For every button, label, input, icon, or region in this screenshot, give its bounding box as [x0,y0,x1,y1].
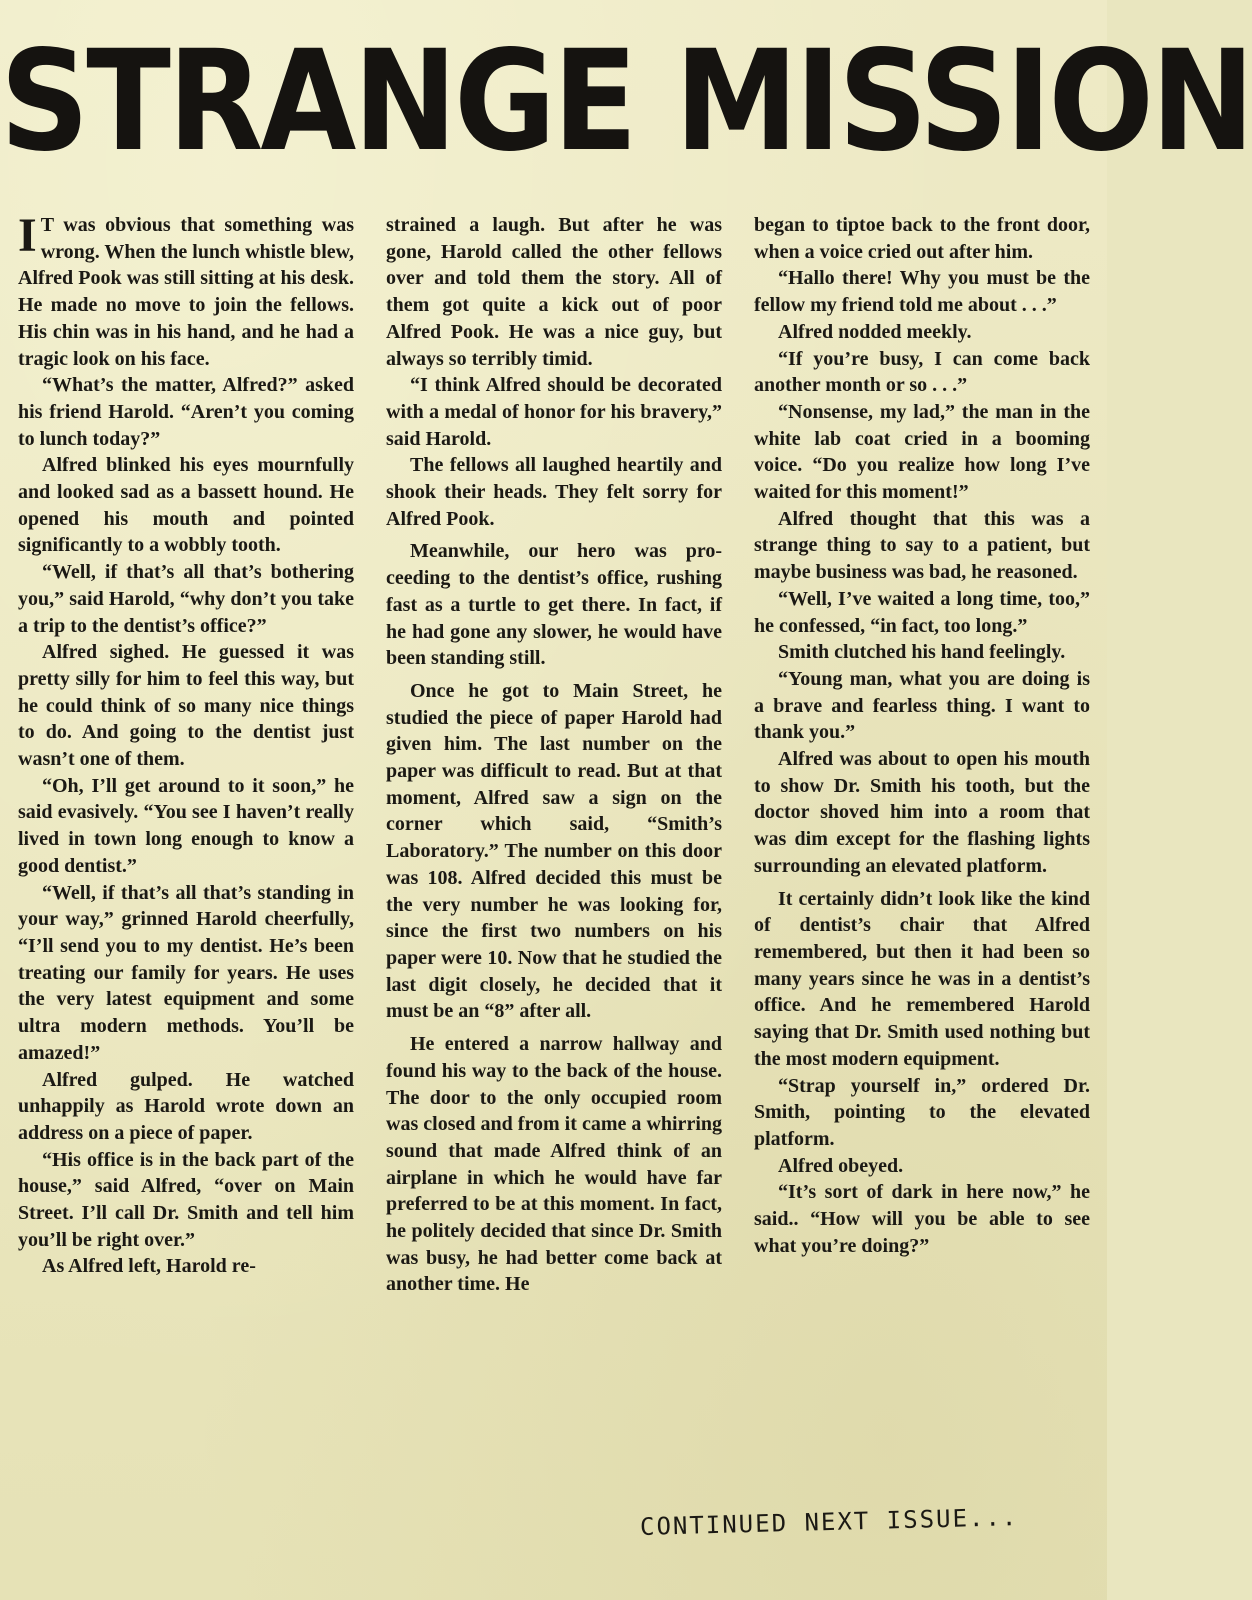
paragraph: strained a laugh. But after he was gone, Harold called the other fellows over and told them the story. All of them got quite a kick out of poor Alfred Pook. He was a nice guy, but always so terribly timid. [386,214,722,370]
paragraph: “His office is in the back part of the house,” said Alfred, “over on Main Street. I’ll call Dr. Smith and tell him you’ll be right over.” [18,1148,354,1251]
paragraph: “Well, I’ve waited a long time, too,” he confessed, “in fact, too long.” [754,587,1090,637]
paragraph: “If you’re busy, I can come back another month or so . . .” [754,347,1090,397]
paragraph: “Well, if that’s all that’s bothering you,” said Harold, “why don’t you take a trip to the dentist’s office?” [18,561,354,637]
paragraph: Alfred thought that this was a strange thing to say to a patient, but maybe business was bad, he reasoned. [754,507,1090,584]
paragraph: Alfred nodded meekly. [778,320,972,343]
story-title: STRANGE MISSION [0,21,1252,183]
paragraph: Alfred obeyed. [778,1154,904,1177]
paragraph-text: T was obvious that something was wrong. When the lunch whistle blew, Alfred Pook was still sitting at his desk. He made no move to join the fellows. His chin was in his hand, and he had a tragic look on his face. [18,214,354,370]
paragraph: “Hallo there! Why you must be the fellow my friend told me about . . .” [754,267,1090,317]
column-3 [754,212,1090,1542]
paragraph: “Well, if that’s all that’s standing in your way,” grinned Harold cheerfully, “I’ll send you to my dentist. He’s been treating our family for years. He uses the very latest equipment and some ultra modern methods. You’ll be amazed!” [18,881,354,1064]
paragraph: “Young man, what you are doing is a brave and fearless thing. I want to thank you.” [754,667,1090,744]
paragraph: Alfred sighed. He guessed it was pretty silly for him to feel this way, but he could think of so many nice things to do. And going to the dentist just wasn’t one of them. [18,641,354,771]
paragraph: “Strap yourself in,” ordered Dr. Smith, pointing to the elevated platform. [754,1074,1090,1150]
paragraph: Meanwhile, our hero was proceeding to the dentist’s office, rushing fast as a turtle to get there. In fact, if he had gone any slower, he would have been standing still. [386,540,722,670]
drop-cap: I [18,209,37,262]
paragraph: “I think Alfred should be decorated with a medal of honor for his bravery,” said Harold. [386,374,722,450]
story-columns [18,209,1090,1542]
paragraph: “It’s sort of dark in here now,” he said.. “How will you be able to see what you’re doing?” [754,1181,1090,1257]
paragraph: “Nonsense, my lad,” the man in the white lab coat cried in a booming voice. “Do you realize how long I’ve waited for this moment!” [754,400,1090,504]
paragraph: The fellows all laughed heartily and shook their heads. They felt sorry for Alfred Pook. [386,454,722,530]
paragraph: “What’s the matter, Alfred?” asked his friend Harold. “Aren’t you coming to lunch today?” [18,374,354,450]
column-2 [386,212,722,1542]
paragraph [18,209,354,372]
paragraph: Alfred gulped. He watched unhappily as Harold wrote down an address on a piece of paper. [18,1068,354,1144]
paragraph: As Alfred left, Harold re- [42,1255,256,1278]
paragraph: began to tiptoe back to the front door, when a voice cried out after him. [754,214,1090,263]
paragraph: Alfred blinked his eyes mournfully and looked sad as a bassett hound. He opened his mouth and pointed significantly to a wobbly tooth. [18,454,354,557]
paragraph: He entered a narrow hallway and found his way to the back of the house. The door to the only occupied room was closed and from it came a whirring sound that made Alfred think of an airplane in which he would have far preferred to be at this moment. In fact, he politely decided that since Dr. Smith was busy, he had better come back at another time. He [386,1033,722,1296]
paragraph: It certainly didn’t look like the kind of dentist’s chair that Alfred remembered, but then it had been so many years since he was in a dentist’s office. And he remembered Harold saying that Dr. Smith used nothing but the most modern equipment. [754,887,1090,1070]
continued-next-issue: CONTINUED NEXT ISSUE... [639,1503,1019,1541]
column-1 [18,209,354,1542]
paragraph: Smith clutched his hand feelingly. [778,641,1066,664]
paragraph: “Oh, I’ll get around to it soon,” he said evasively. “You see I haven’t really lived in town long enough to know a good dentist.” [18,774,354,877]
paragraph: Alfred was about to open his mouth to show Dr. Smith his tooth, but the doctor shoved him into a room that was dim except for the flashing lights surrounding an elevated platform. [754,748,1090,877]
paragraph: Once he got to Main Street, he studied the piece of paper Harold had given him. The last number on the paper was difficult to read. But at that moment, Alfred saw a sign on the corner which said, “Smith’s Laboratory.” The number on this door was 108. Alfred decided this must be the very number he was looking for, since the first two numbers on his paper were 10. Now that he studied the last digit closely, he decided that it must be an “8” after all. [386,679,722,1023]
